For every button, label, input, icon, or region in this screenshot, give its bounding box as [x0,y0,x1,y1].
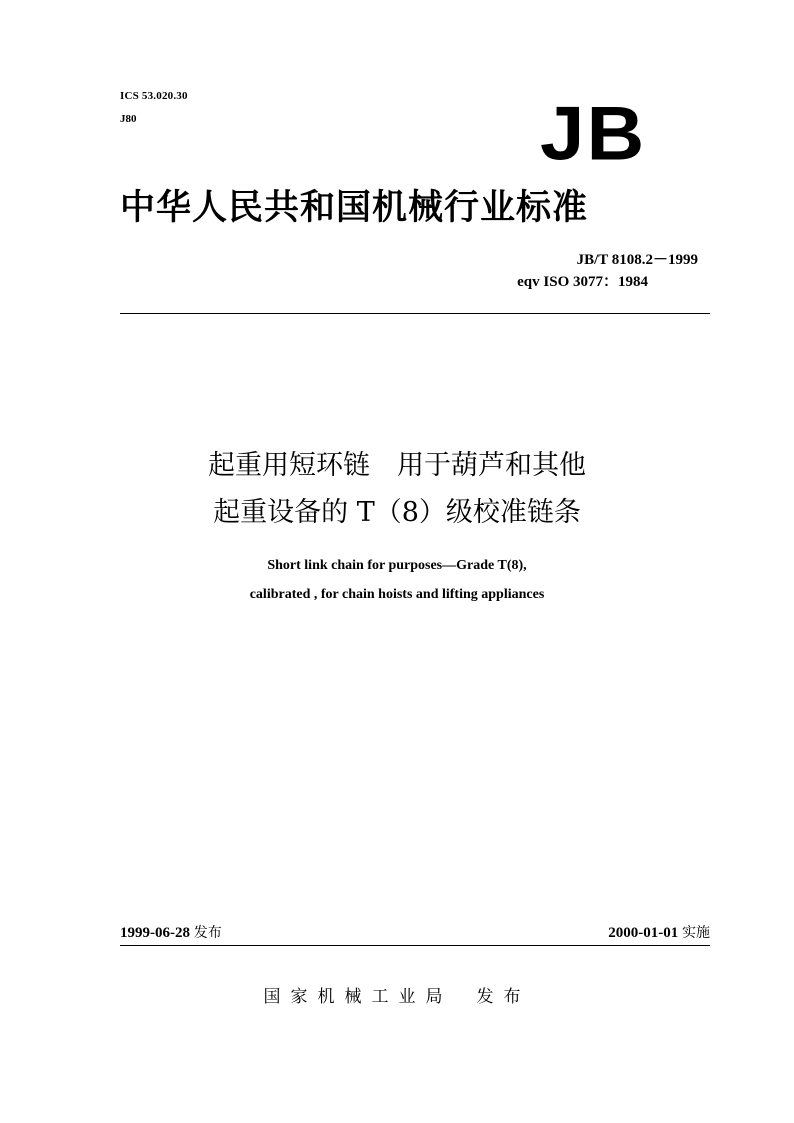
implementation-info [608,922,710,942]
implementation-label: 实施 [682,925,710,941]
issue-date: 1999-06-28 [120,925,190,941]
chinese-title-line-1: 起重用短环链 用于葫芦和其他 [208,450,586,481]
implementation-date: 2000-01-01 [608,925,679,941]
english-title-line-2: calibrated , for chain hoists and lifting appliances [249,587,545,602]
chinese-title-line-2: 起重设备的 T（8）级校准链条 [213,497,581,528]
publisher-name: 国家机械工业局 [263,987,453,1007]
jb-logo: JB [540,91,647,176]
industry-standard-title: 中华人民共和国机械行业标准 [120,188,589,228]
equivalence-note: eqv ISO 3077：1984 [517,274,648,290]
standard-number: JB/T 8108.2－1999 [576,252,698,268]
issue-info [120,922,222,942]
english-title-line-1: Short link chain for purposes—Grade T(8), [267,558,527,573]
issue-label: 发布 [193,925,222,941]
publisher-line [0,982,794,1007]
ccs-code: J80 [120,113,137,125]
bottom-divider [120,945,710,946]
publish-label: 发布 [476,987,531,1007]
top-divider [120,313,710,314]
ics-code: ICS 53.020.30 [120,90,188,102]
